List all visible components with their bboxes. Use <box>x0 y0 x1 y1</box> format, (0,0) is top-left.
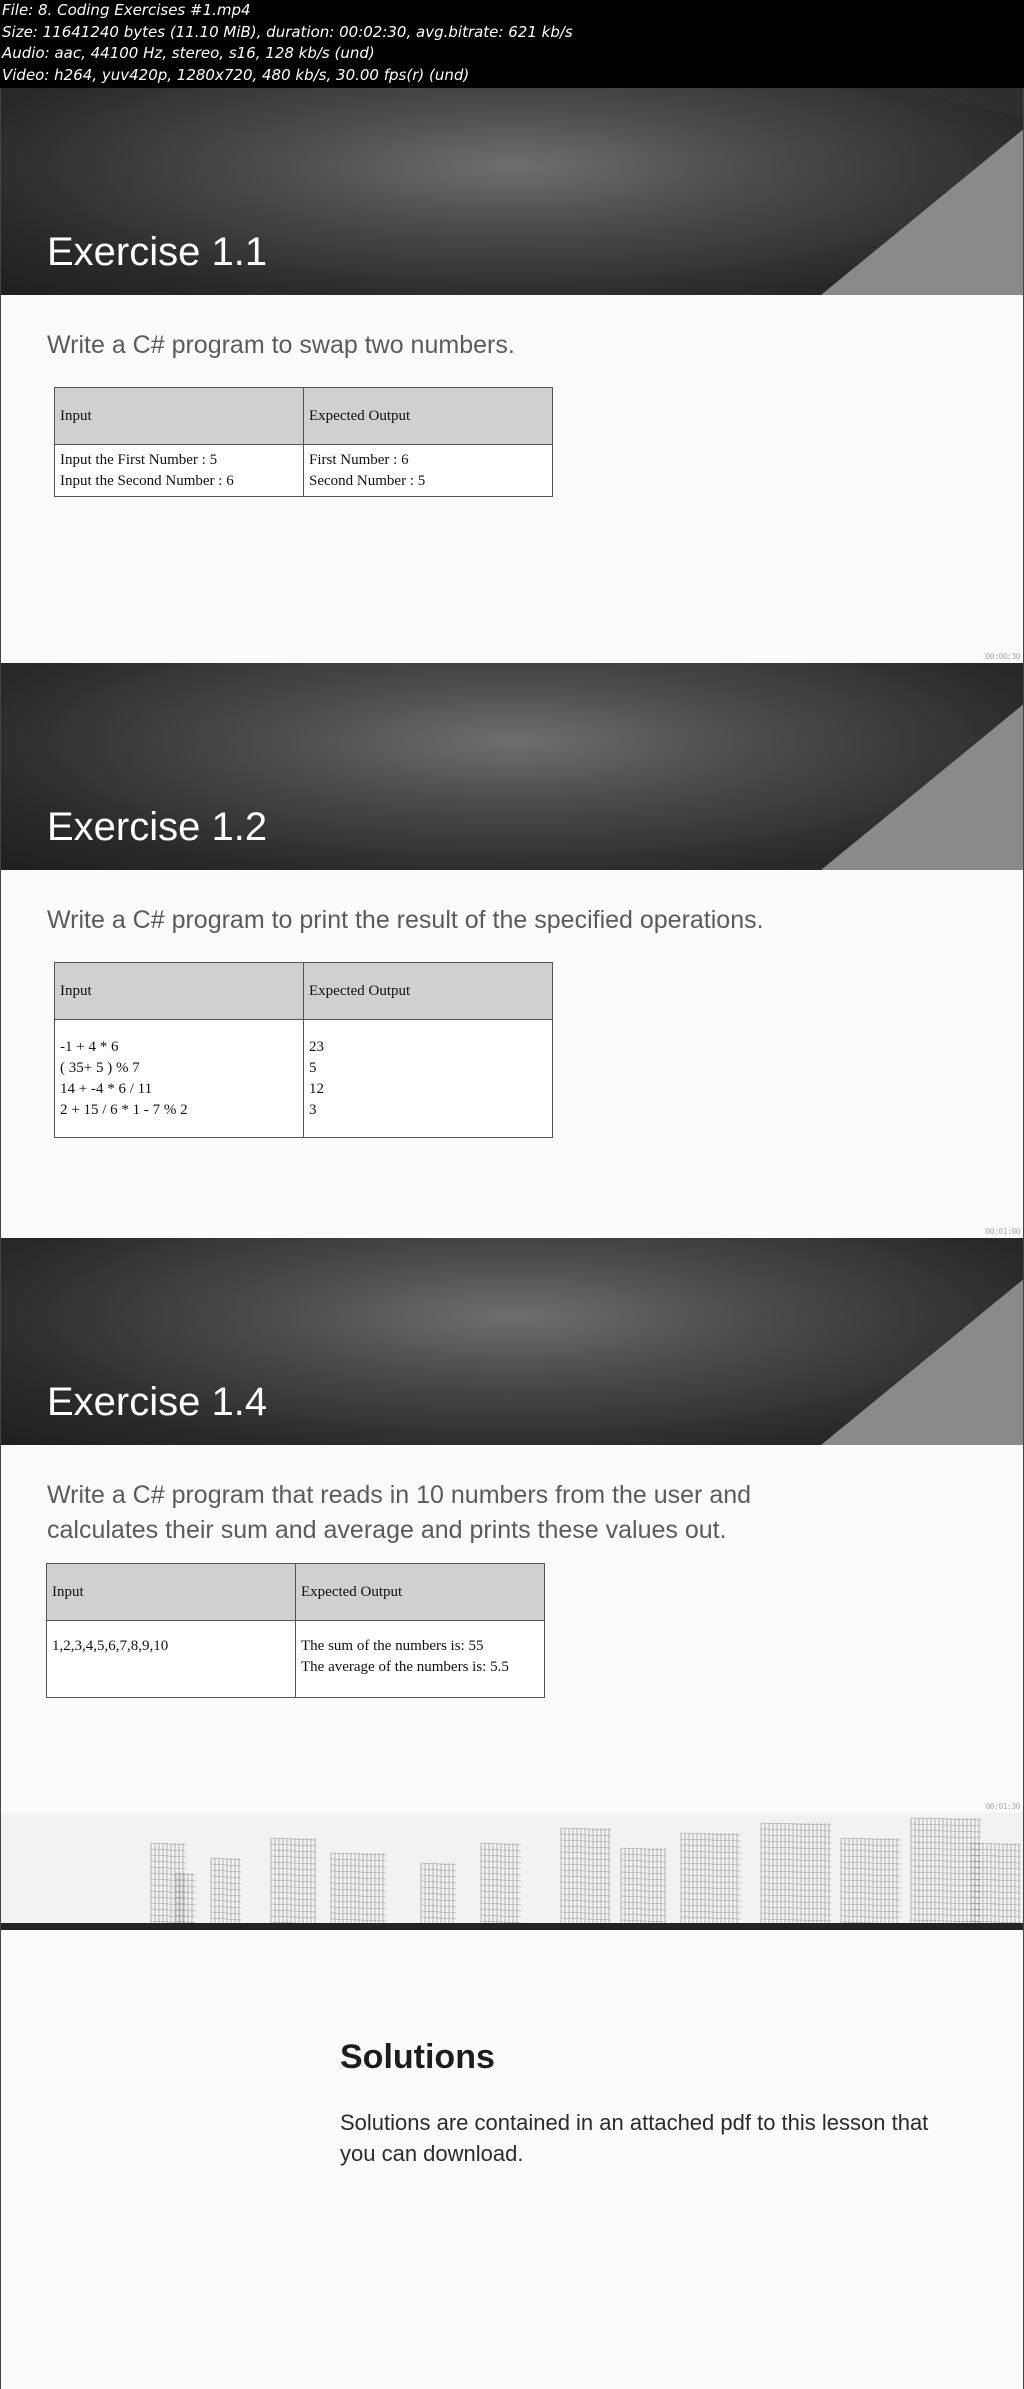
slide-title: Exercise 1.2 <box>47 805 268 849</box>
video-file-line: File: 8. Coding Exercises #1.mp4 <box>2 1 251 19</box>
exercise-slide-1 <box>0 88 1024 663</box>
exercise-slide-2 <box>0 663 1024 1238</box>
banner-divider <box>1 1923 1024 1930</box>
input-line: ( 35+ 5 ) % 7 <box>60 1059 140 1076</box>
exercise-question <box>47 1478 751 1548</box>
question-line: calculates their sum and average and prints these values out. <box>47 1516 727 1544</box>
output-line: The sum of the numbers is: 55 <box>301 1638 484 1654</box>
input-line: Input the Second Number : 6 <box>60 472 234 489</box>
table-cell-input <box>47 1621 296 1698</box>
skyline-drawing <box>1 1813 1024 1923</box>
timestamp-mark: 00:01:30 <box>985 1802 1020 1811</box>
video-audio-line: Audio: aac, 44100 Hz, stereo, s16, 128 kb/s (und) <box>2 44 375 62</box>
input-line: 1,2,3,4,5,6,7,8,9,10 <box>52 1638 169 1654</box>
video-stream-line: Video: h264, yuv420p, 1280x720, 480 kb/s, 30.00 fps(r) (und) <box>2 65 470 84</box>
exercise-table <box>54 387 553 497</box>
table-header-output: Expected Output <box>304 963 553 1020</box>
solutions-text: Solutions are contained in an attached pdf to this lesson that you can download. <box>340 2110 929 2166</box>
output-line: 3 <box>309 1101 317 1118</box>
table-cell-input <box>55 445 304 497</box>
input-line: Input the First Number : 5 <box>60 451 218 468</box>
output-line: 5 <box>309 1059 317 1076</box>
slide-header <box>1 88 1024 295</box>
output-line: The average of the numbers is: 5.5 <box>301 1659 509 1675</box>
output-line: 23 <box>309 1038 324 1055</box>
exercise-question: Write a C# program to print the result of the specified operations. <box>47 906 764 934</box>
output-line: Second Number : 5 <box>309 472 426 489</box>
exercise-table <box>54 962 553 1138</box>
slide-title: Exercise 1.1 <box>47 230 268 274</box>
table-header-output: Expected Output <box>304 388 553 445</box>
input-line: -1 + 4 * 6 <box>60 1038 119 1055</box>
output-line: 12 <box>309 1080 324 1097</box>
video-size-line: Size: 11641240 bytes (11.10 MiB), duration: 00:02:30, avg.bitrate: 621 kb/s <box>2 22 573 41</box>
slide-header <box>1 1238 1024 1445</box>
exercise-table <box>46 1563 545 1698</box>
skyline-banner-image <box>1 1813 1024 1923</box>
slide-title: Exercise 1.4 <box>47 1380 268 1424</box>
table-cell-output <box>304 1020 553 1138</box>
exercise-slide-3 <box>0 1238 1024 1813</box>
timestamp-mark: 00:00:30 <box>985 652 1020 661</box>
question-line: Write a C# program that reads in 10 numbers from the user and <box>47 1481 752 1509</box>
table-header-input: Input <box>47 1564 296 1621</box>
solutions-title: Solutions <box>340 2038 495 2076</box>
timestamp-mark: 00:01:00 <box>985 1227 1020 1236</box>
table-header-input: Input <box>55 963 304 1020</box>
video-info-bar <box>0 0 1024 88</box>
input-line: 2 + 15 / 6 * 1 - 7 % 2 <box>60 1101 188 1118</box>
output-line: First Number : 6 <box>309 451 409 468</box>
exercise-question: Write a C# program to swap two numbers. <box>47 331 515 359</box>
table-cell-output <box>304 445 553 497</box>
table-cell-output <box>296 1621 545 1698</box>
table-header-input: Input <box>55 388 304 445</box>
input-line: 14 + -4 * 6 / 11 <box>60 1080 153 1097</box>
table-cell-input <box>55 1020 304 1138</box>
solutions-slide <box>0 1813 1024 2389</box>
table-header-output: Expected Output <box>296 1564 545 1621</box>
slide-header <box>1 663 1024 870</box>
